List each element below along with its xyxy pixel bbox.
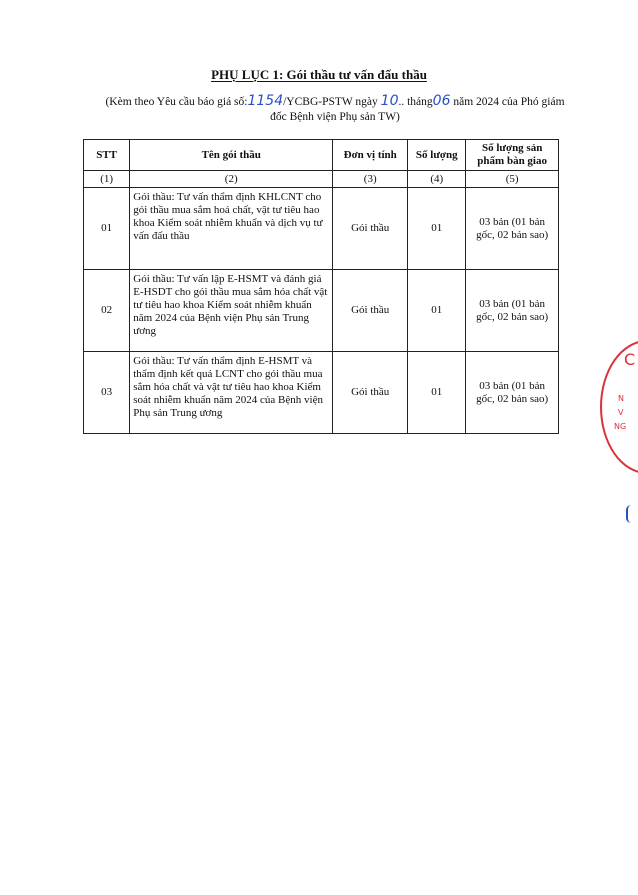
header-quantity: Số lượng: [408, 140, 466, 171]
subtitle-part4: năm 2024 của Phó giám đốc Bệnh viện Phụ sản TW): [270, 96, 565, 123]
table-row: [84, 352, 559, 434]
table-row: [84, 188, 559, 270]
table-row: [84, 270, 559, 352]
stamp-fragment: NG: [614, 422, 627, 431]
column-number: (3): [333, 171, 408, 188]
header-stt: STT: [84, 140, 130, 171]
column-number-row: [84, 171, 559, 188]
cell-unit: Gói thầu: [333, 188, 408, 270]
cell-stt: 03: [84, 352, 130, 434]
red-seal-stamp: [600, 340, 638, 474]
header-deliverables: Số lượng sản phẩm bàn giao: [466, 140, 559, 171]
cell-quantity: 01: [408, 188, 466, 270]
column-number: (5): [466, 171, 559, 188]
stamp-fragment: V: [618, 408, 624, 417]
document-subtitle: [105, 94, 565, 125]
stamp-fragment: N: [618, 394, 624, 403]
cell-deliverables: 03 bản (01 bản gốc, 02 bản sao): [466, 352, 559, 434]
cell-name: Gói thầu: Tư vấn lập E-HSMT và đánh giá E-HSDT cho gói thầu mua sắm hóa chất vật tư tiêu hao khoa Kiểm soát nhiễm khuẩn năm 2024 của Bệnh viện Phụ sản Trung ương: [130, 270, 333, 352]
cell-unit: Gói thầu: [333, 352, 408, 434]
subtitle-part3: .. tháng: [398, 96, 433, 108]
header-unit: Đơn vị tính: [333, 140, 408, 171]
header-name: Tên gói thầu: [130, 140, 333, 171]
subtitle-part2: /YCBG-PSTW ngày: [283, 96, 381, 108]
stamp-fragment: C: [624, 350, 636, 369]
handwritten-month: 06: [432, 93, 451, 109]
cell-name: Gói thầu: Tư vấn thẩm định E-HSMT và thẩm định kết quả LCNT cho gói thầu mua sắm hóa chất và vật tư tiêu hao khoa Kiểm soát nhiễm khuẩn năm 2024 của Bệnh viện Phụ sản Trung ương: [130, 352, 333, 434]
cell-name: Gói thầu: Tư vấn thẩm định KHLCNT cho gói thầu mua sắm hoá chất, vật tư tiêu hao khoa Kiểm soát nhiễm khuẩn và dịch vụ tư vấn đấu thầu: [130, 188, 333, 270]
signature-mark: [626, 505, 636, 523]
column-number: (4): [408, 171, 466, 188]
cell-stt: 02: [84, 270, 130, 352]
handwritten-number: 1154: [247, 93, 284, 109]
package-table: [83, 139, 559, 434]
document-title: PHỤ LỤC 1: Gói thầu tư vấn đấu thầu: [211, 67, 427, 82]
cell-deliverables: 03 bản (01 bản gốc, 02 bản sao): [466, 270, 559, 352]
cell-deliverables: 03 bản (01 bản gốc, 02 bản sao): [466, 188, 559, 270]
table-header-row: [84, 140, 559, 171]
column-number: (2): [130, 171, 333, 188]
handwritten-day: 10: [380, 93, 399, 109]
cell-unit: Gói thầu: [333, 270, 408, 352]
subtitle-part1: (Kèm theo Yêu cầu báo giá số:: [105, 96, 248, 108]
cell-quantity: 01: [408, 270, 466, 352]
cell-quantity: 01: [408, 352, 466, 434]
cell-stt: 01: [84, 188, 130, 270]
column-number: (1): [84, 171, 130, 188]
